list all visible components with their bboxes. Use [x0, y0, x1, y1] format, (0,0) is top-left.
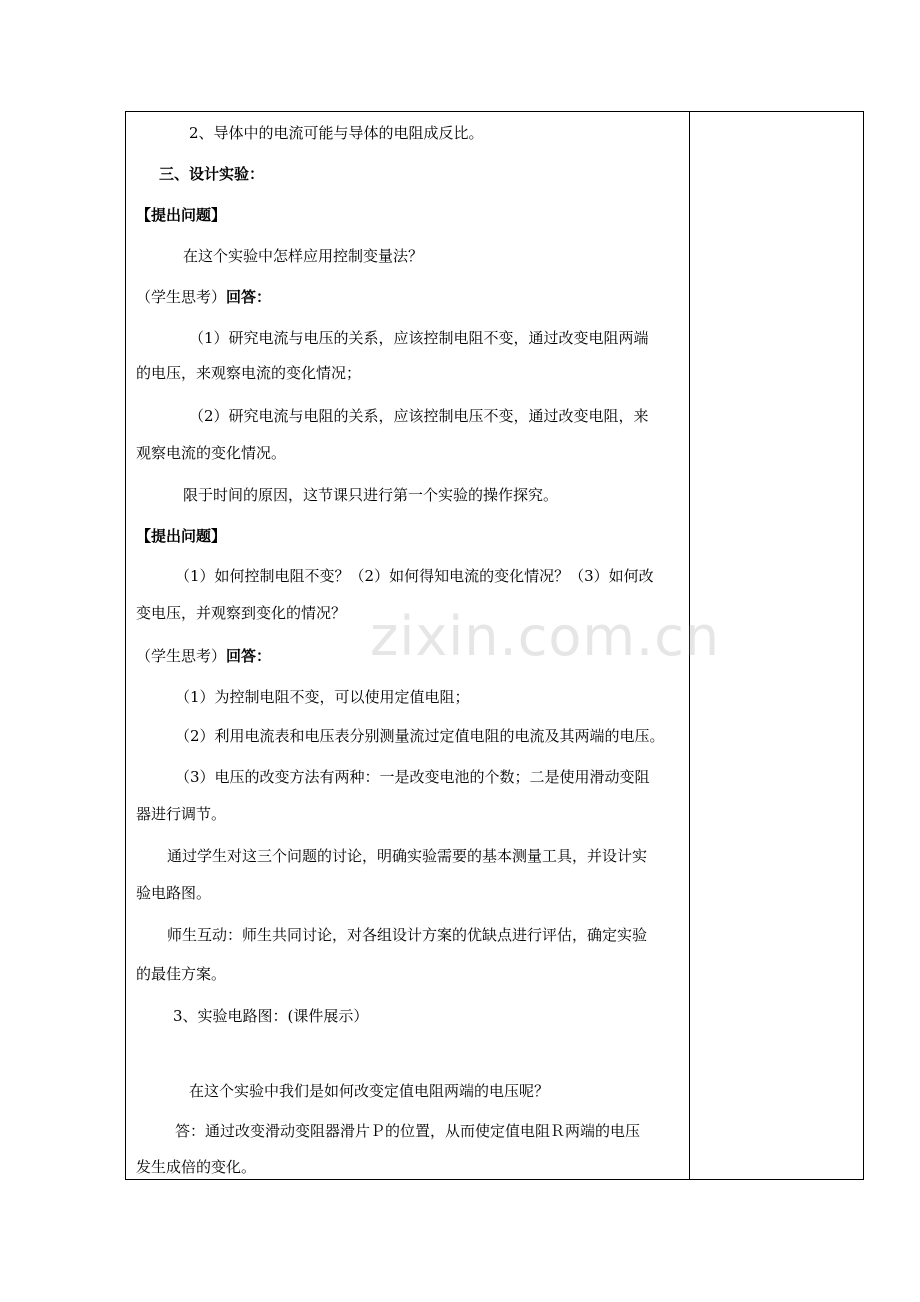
- answer-line: （2）研究电流与电阻的关系，应该控制电压不变，通过改变电阻，来: [189, 407, 649, 425]
- answer-line: （3）电压的改变方法有两种：一是改变电池的个数；二是使用滑动变阻: [175, 768, 650, 786]
- question-line: 变电压，并观察到变化的情况？: [136, 604, 347, 622]
- note-line: 限于时间的原因，这节课只进行第一个实验的操作探究。: [183, 486, 559, 504]
- answer-line: 的电压，来观察电流的变化情况；: [136, 364, 362, 382]
- question-text: 在这个实验中我们是如何改变定值电阻两端的电压呢？: [189, 1082, 550, 1100]
- question-heading: 【提出问题】: [136, 206, 227, 224]
- student-think-label: （学生思考）回答：: [136, 288, 272, 306]
- question-line: （1）如何控制电阻不变？（2）如何得知电流的变化情况？（3）如何改: [175, 567, 654, 585]
- discussion-line: 通过学生对这三个问题的讨论，明确实验需要的基本测量工具，并设计实: [167, 847, 648, 865]
- student-think-label: （学生思考）回答：: [136, 647, 272, 665]
- answer-line: （1）为控制电阻不变，可以使用定值电阻；: [175, 688, 470, 706]
- answer-line: 发生成倍的变化。: [136, 1158, 257, 1176]
- discussion-line: 验电路图。: [136, 884, 212, 902]
- hypothesis-line: 2、导体中的电流可能与导体的电阻成反比。: [189, 124, 484, 142]
- answer-line: 观察电流的变化情况。: [136, 444, 287, 462]
- question-heading: 【提出问题】: [136, 527, 227, 545]
- watermark: zixin.com.cn: [370, 605, 721, 668]
- interaction-line: 的最佳方案。: [136, 965, 227, 983]
- section-heading-design: 三、设计实验：: [159, 165, 265, 183]
- answer-line: 答：通过改变滑动变阻器滑片Ｐ的位置，从而使定值电阻Ｒ两端的电压: [175, 1122, 641, 1140]
- question-text: 在这个实验中怎样应用控制变量法？: [183, 247, 424, 265]
- answer-line: （1）研究电流与电压的关系，应该控制电阻不变，通过改变电阻两端: [189, 329, 649, 347]
- answer-line: （2）利用电流表和电压表分别测量流过定值电阻的电流及其两端的电压。: [175, 727, 665, 745]
- interaction-line: 师生互动：师生共同讨论，对各组设计方案的优缺点进行评估，确定实验: [167, 926, 648, 944]
- answer-line: 器进行调节。: [136, 805, 227, 823]
- circuit-diagram-line: 3、实验电路图：(课件展示）: [173, 1007, 369, 1025]
